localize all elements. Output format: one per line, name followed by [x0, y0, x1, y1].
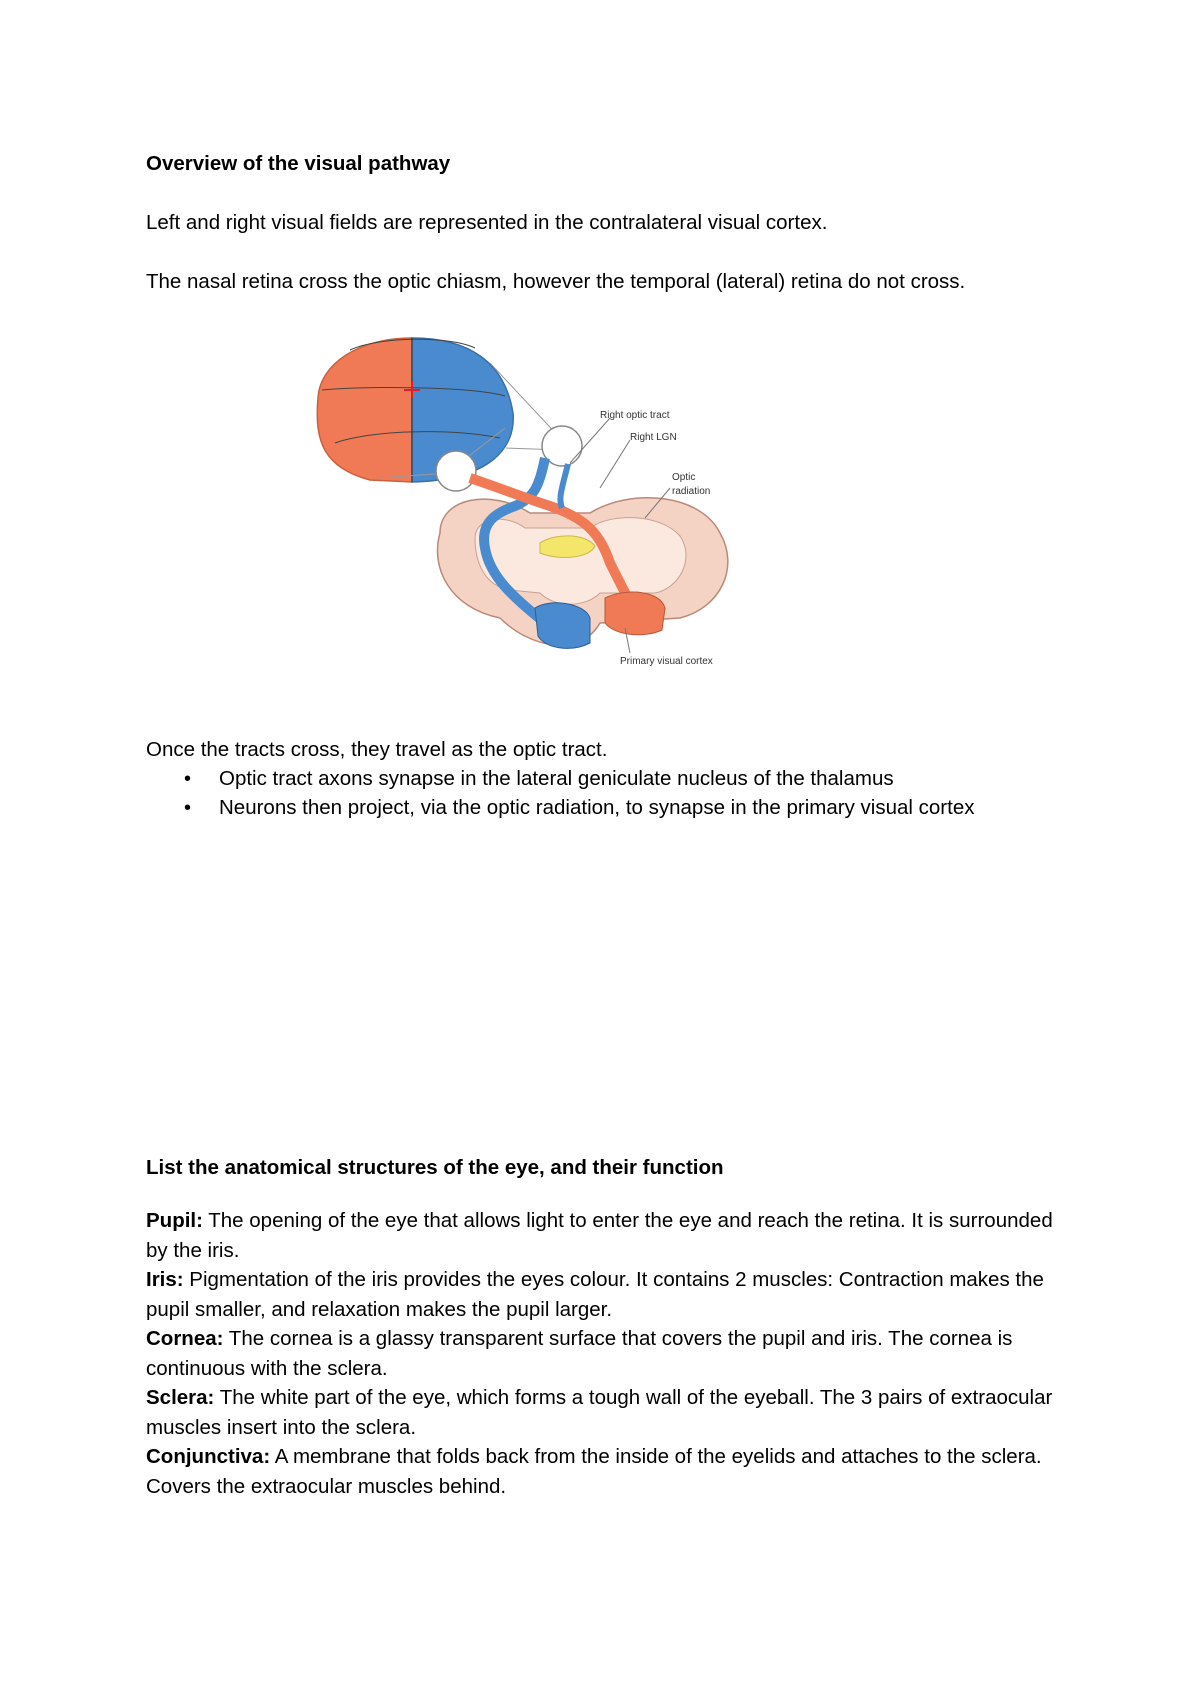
label-right-lgn: Right LGN — [630, 432, 677, 443]
term-text: The opening of the eye that allows light to enter the eye and reach the retina. It is surrounded by the iris. — [146, 1209, 1053, 1262]
label-primary-visual-cortex: Primary visual cortex — [620, 656, 713, 667]
label-optic-radiation-line2: radiation — [672, 486, 711, 497]
definition-pupil — [146, 1206, 1076, 1265]
bullet-icon: • — [184, 797, 192, 819]
left-visual-field — [317, 338, 412, 482]
section-heading-eye-structures: List the anatomical structures of the eye, and their function — [146, 1156, 724, 1179]
paragraph-nasal-retina: The nasal retina cross the optic chiasm, however the temporal (lateral) retina do not cross. — [146, 270, 966, 293]
right-visual-cortex — [605, 592, 665, 635]
term-label: Sclera: — [146, 1386, 215, 1409]
bullet-text: Neurons then project, via the optic radiation, to synapse in the primary visual cortex — [219, 796, 975, 819]
definition-sclera — [146, 1383, 1076, 1442]
visual-pathway-diagram — [300, 318, 800, 708]
term-text: The cornea is a glassy transparent surface that covers the pupil and iris. The cornea is continuous with the sclera. — [146, 1327, 1013, 1380]
definition-cornea — [146, 1324, 1076, 1383]
term-label: Conjunctiva: — [146, 1445, 271, 1468]
term-label: Cornea: — [146, 1327, 224, 1350]
section-heading-visual-pathway: Overview of the visual pathway — [146, 152, 451, 175]
bullet-text: Optic tract axons synapse in the lateral geniculate nucleus of the thalamus — [219, 767, 894, 790]
visual-field — [317, 338, 513, 482]
paragraph-tracts-cross: Once the tracts cross, they travel as the optic tract. — [146, 738, 608, 761]
left-eye — [436, 451, 476, 491]
chiasm-blue — [560, 464, 568, 508]
left-visual-cortex — [535, 603, 590, 649]
term-text: A membrane that folds back from the inside of the eyelids and attaches to the sclera. Covers the extraocular muscles behind. — [146, 1445, 1042, 1498]
list-item — [146, 794, 1076, 822]
term-label: Pupil: — [146, 1209, 203, 1232]
term-text: The white part of the eye, which forms a tough wall of the eyeball. The 3 pairs of extraocular muscles insert into the sclera. — [146, 1386, 1053, 1439]
definition-conjunctiva — [146, 1442, 1076, 1501]
label-right-optic-tract: Right optic tract — [600, 410, 670, 421]
bullet-icon: • — [184, 768, 192, 790]
label-optic-radiation-line1: Optic — [672, 472, 696, 483]
definition-iris — [146, 1265, 1076, 1324]
list-item — [146, 765, 1076, 793]
paragraph-visual-fields: Left and right visual fields are represented in the contralateral visual cortex. — [146, 211, 828, 234]
term-text: Pigmentation of the iris provides the eyes colour. It contains 2 muscles: Contraction makes the pupil smaller, and relaxation makes the pupil larger. — [146, 1268, 1044, 1321]
term-label: Iris: — [146, 1268, 184, 1291]
